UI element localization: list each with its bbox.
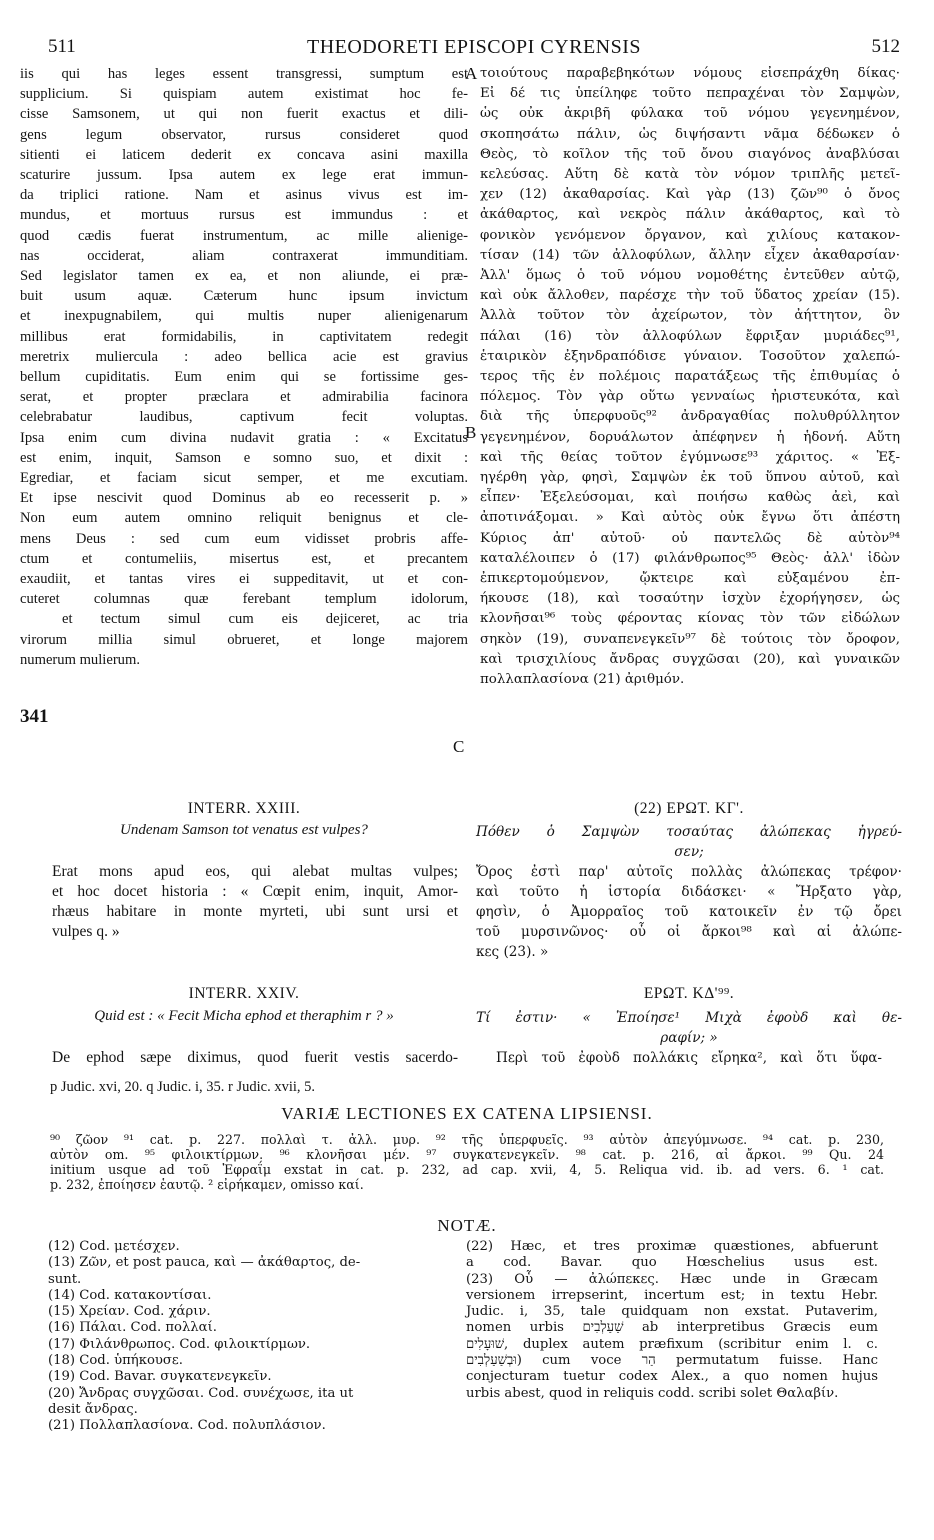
variae-line: initium usque ad τοῦ Ἐφραΐμ exstat in cat. p. 232, ad cap. xvii, 4, 5. Reliqua vid. ib. ad vers. 6. ¹ cat. xyxy=(50,1162,884,1177)
interr-23-latin-answer xyxy=(52,862,458,942)
latin-text-line: serat, et propter præclara et admirabilia facinora xyxy=(20,389,468,406)
greek-text-line: ήκουσε (18), καὶ τοσαύτην ἰσχὺν ἐχορήγησεν, ὡς xyxy=(480,591,900,607)
page-number-left: 511 xyxy=(48,36,76,57)
erot-23-answer-line: κες (23). » xyxy=(476,944,549,960)
greek-text-line: καὶ οὐκ ἄλλοθεν, παρέσχε τὴν τοῦ ὕδατος χρείαν (15). xyxy=(480,288,900,304)
latin-text-line: Sed legislator tamen ex ea, et non aliunde, ei præ- xyxy=(20,268,468,285)
erot-24-greek-answer xyxy=(496,1048,882,1068)
greek-text-line: σηκὸν (19), συναπενεγκεῖν⁹⁷ δὲ τούτοις τὸν ὄροφον, xyxy=(480,631,900,647)
nota-line: conjecturam tuetur codex Alex., a quo nomen hujus xyxy=(466,1369,878,1385)
erot-24-greek-heading-block xyxy=(476,985,902,1003)
column-number: 341 xyxy=(20,706,49,727)
greek-text-line: ἑταιρικὸν ἐξηνδραπόδισε γύναιον. Τοσοῦτον χαλεπώ- xyxy=(480,348,900,364)
greek-text-line: Θεὸς, τὸ κοῖλον τῆς τοῦ ὄνου σιαγόνος ἀναβλύσαι xyxy=(480,146,900,162)
greek-text-line: πολλαπλασίονα (21) ἀριθμόν. xyxy=(480,672,685,688)
erot-23-greek-heading-block xyxy=(476,800,902,818)
running-title: THEODORETI EPISCOPI CYRENSIS xyxy=(306,36,642,58)
latin-text-line: quod cædis fuerat instrumentum, ac mille alienige- xyxy=(20,227,468,244)
latin-text-line: Et ipse nescivit quod Dominus ab eo recesserit p. » xyxy=(20,490,468,507)
nota-line: (20) Ἄνδρας συγχῶσαι. Cod. συνέχωσε, ita ut xyxy=(48,1385,354,1401)
greek-text-line: Ἀλλ' ὅμως ὁ τοῦ νόμου νομοθέτης ἐντεῦθεν αὐτῷ, xyxy=(480,268,900,284)
greek-text-line: τοιούτους παραβεβηκότων νόμους εἰσεπράχθη δίκας· xyxy=(480,66,900,81)
erot-23-answer-line: καὶ τοῦτο ἡ ἱστορία διδάσκει· « Ἤρξατο γὰρ, xyxy=(476,884,902,900)
greek-text-line: Εἰ δέ τις ὑπείληφε τοῦτο πεπραχέναι τὸν Σαμψὼν, xyxy=(480,86,900,102)
greek-text-line: Κύριος ἀπ' αὐτοῦ· οὐ παντελῶς δὲ αὐτὸν⁹⁴ xyxy=(480,530,900,546)
nota-line: urbis abest, quod in reliquis codd. scribi solet Θαλαβίν. xyxy=(466,1385,839,1401)
greek-text-line: ὡς οὐκ ἀκριβῆ φύλακα τοῦ νόμου γεγενημένον, xyxy=(480,106,900,122)
greek-text-line: ἀκάθαρτος, καὶ νεκρὸς πάλιν ἀκάθαρτος, καὶ τὸ xyxy=(480,207,900,223)
erot-23-answer-line: τοῦ μυρσινῶνος· οὗ οἱ ἄρκοι⁹⁸ καὶ αἱ ἀλώπε- xyxy=(476,924,902,940)
nota-line: (21) Πολλαπλασίονα. Cod. πολυπλάσιον. xyxy=(48,1418,326,1434)
greek-text-line: τίσαν (14) τῶν ἀλλοφύλων, ἄλλην εἶχεν ἀκαθαρσίαν· xyxy=(480,247,900,263)
margin-letter-a: A xyxy=(465,64,478,83)
latin-text-line: Non eum autem omnino reliquit benignus et cle- xyxy=(20,510,468,527)
page-number-right: 512 xyxy=(871,36,900,57)
latin-text-line: Ipsa enim cum divina nudavit gratia : « Excitatus xyxy=(20,429,468,446)
latin-text-line: millibus erat formidabilis, in captivitatem redegit xyxy=(20,328,468,345)
variae-line: p. 232, ἐποίησεν ἑαυτῷ. ² εἰρήκαμεν, omisso καί. xyxy=(50,1177,364,1192)
greek-text-line: γεγενημένον, δορυάλωτον ἀπέφηνεν ἡ ἡδονή. Αὕτη xyxy=(480,429,900,445)
erot-23-answer-line: φησὶν, ὁ Ἀμορραῖος τοῦ κατοικεῖν ἐν τῷ ὄρει xyxy=(476,904,902,920)
greek-text-line: χεν (12) ἀκαθαρσίας. Καὶ γὰρ (13) ζῶν⁹⁰ ὁ ὄνος xyxy=(480,187,900,203)
interr-23-answer-line: Erat mons apud eos, qui alebat multas vulpes; xyxy=(52,863,458,880)
erot-24-heading: ΕΡΩΤ. ΚΔ'⁹⁹. xyxy=(643,985,735,1002)
greek-text-line: καὶ τρισχιλίους ἄνδρας συγχῶσαι (20), καὶ γυναικῶν xyxy=(480,651,900,667)
latin-text-line: ctum et contumeliis, misertus est, et precantem xyxy=(20,550,468,567)
erot-23-greek-question xyxy=(476,822,902,862)
variae-lectiones xyxy=(50,1132,884,1192)
latin-column xyxy=(20,64,468,670)
nota-line: (17) Φιλάνθρωπος. Cod. φιλοικτίρμων. xyxy=(48,1336,311,1352)
latin-text-line: mundus, et mortuus rursus est immundus : et xyxy=(20,207,468,224)
nota-line: (19) Cod. Bavar. συγκατενεγκεῖν. xyxy=(48,1369,272,1385)
nota-line: (22) Hæc, et tres proximæ quæstiones, abfuerunt xyxy=(466,1239,878,1254)
interr-24-question: Quid est : « Fecit Micha ephod et theraphim r ? » xyxy=(94,1008,394,1024)
interr-24-latin-answer xyxy=(52,1048,458,1068)
latin-text-line: gens legum observator, rursus consideret quod xyxy=(20,126,468,143)
interr-24-latin-heading-block xyxy=(20,985,468,1025)
latin-text-line: sitienti ei laticem dederit ex concava asini maxilla xyxy=(20,146,468,163)
greek-text-line: ηγέρθη γὰρ, φησὶ, Σαμψὼν ἐκ τοῦ ὕπνου αὐτοῦ, καὶ xyxy=(480,470,900,486)
latin-text-line: da triplici ratione. Nam et asinus vivus est im- xyxy=(20,187,468,204)
interr-23-answer-line: rhæus habitare in monte myrteti, ubi sunt ursi et xyxy=(52,903,458,920)
notae-right-column xyxy=(466,1239,878,1402)
latin-text-line: iis qui has leges essent transgressi, sumptum est xyxy=(20,66,468,82)
variae-lectiones-heading: VARIÆ LECTIONES EX CATENA LIPSIENSI. xyxy=(281,1104,653,1123)
greek-text-line: καὶ τῆς θείας τοῦτον ἐγύμνωσε⁹³ χάριτος. « Ἐξ- xyxy=(480,449,900,465)
greek-text-line: φονικὸν γενόμενον ὄργανον, καὶ χιλίους κατακον- xyxy=(480,227,900,243)
greek-text-line: κελεύσας. Αὕτη δὲ κατὰ τὸν νόμον τριπλῆς μετεῖ- xyxy=(480,167,900,183)
interr-23-answer-line: vulpes q. » xyxy=(52,923,120,940)
erot-23-heading: (22) ΕΡΩΤ. ΚΓ'. xyxy=(634,800,744,817)
greek-text-line: ἀποτινάξομαι. » Καὶ αὐτὸς οὐκ ἔγνω ὅτι ἀπέστη xyxy=(480,510,900,526)
interr-23-answer-line: et hoc docet historia : « Cœpit enim, inquit, Amor- xyxy=(52,883,458,900)
interr-24-heading: INTERR. XXIV. xyxy=(188,985,300,1002)
interr-24-answer-line: De ephod sæpe diximus, quod fuerit vestis sacerdo- xyxy=(52,1049,458,1066)
erot-24-greek-question xyxy=(476,1008,902,1048)
greek-text-line: καταλέλοιπεν ὁ (17) φιλάνθρωπος⁹⁵ Θεὸς· ἀλλ' ἰδὼν xyxy=(480,550,900,566)
latin-text-line: buit usum aquæ. Cæterum hunc ipsum invictum xyxy=(20,288,468,305)
erot-23-question-line: Πόθεν ὁ Σαμψὼν τοσαύτας ἀλώπεκας ἠγρεύ- xyxy=(476,824,902,840)
interr-23-question: Undenam Samson tot venatus est vulpes? xyxy=(120,822,368,838)
latin-text-line: nas occiderat, aliam contraxerat immunditiam. xyxy=(20,247,468,264)
nota-line: Judic. i, 35, tale quidquam non exstat. Putaverim, xyxy=(466,1304,878,1320)
latin-text-line: supplicium. Si quispiam autem existimat hoc fe- xyxy=(20,86,468,103)
nota-line: (13) Ζῶν, et post pauca, καὶ — ἀκάθαρτος, de- xyxy=(48,1255,361,1271)
nota-line: (18) Cod. ὑπήκουσε. xyxy=(48,1353,183,1369)
latin-text-line: et tectum simul cum eis dejiceret, ac tria xyxy=(62,611,468,628)
greek-text-line: τερος τῆς ἐν πολέμοις παρατάξεως τῆς ἐπιθυμίας ὁ xyxy=(480,369,900,385)
nota-line: a cod. Bavar. quo Hœschelius usus est. xyxy=(466,1255,878,1271)
greek-text-line: πόλεμος. Τὸν γὰρ οὕτω γενναίως ἠριστευκότα, καὶ xyxy=(480,389,900,405)
greek-column xyxy=(480,64,900,690)
notae-heading: NOTÆ. xyxy=(437,1216,497,1235)
notae-left-column xyxy=(48,1239,460,1435)
nota-line: וּבְשַׁעַלְבִים) cum voce הַר permutatum fuisse. Hanc xyxy=(466,1353,878,1369)
latin-text-line: cuteret columnas quæ ferebant templum idolorum, xyxy=(20,591,468,608)
margin-letter-b: B xyxy=(465,423,477,442)
greek-text-line: ἐπικερτομούμενον, ᾤκτειρε καὶ εὐξαμένου ἐπ- xyxy=(480,571,900,587)
nota-line: שׁוּעָלִים, duplex autem præfixum (scribitur enim l. c. xyxy=(466,1336,878,1352)
greek-text-line: Ἀλλὰ τοῦτον τὸν ἀχείρωτον, τὸν ἀήττητον, ὃν xyxy=(480,308,900,324)
interr-23-heading: INTERR. XXIII. xyxy=(187,800,301,817)
interr-23-latin-heading-block xyxy=(20,800,468,839)
nota-line: sunt. xyxy=(48,1271,82,1287)
latin-text-line: exaudiit, et tantas vires ei suppeditavit, ut et con- xyxy=(20,571,468,588)
latin-text-line: numerum mulierum. xyxy=(20,651,140,668)
erot-24-answer-line: Περὶ τοῦ ἐφοὺδ πολλάκις εἴρηκα², καὶ ὅτι ὕφα- xyxy=(496,1050,882,1066)
latin-text-line: celebrabatur laudibus, captivum fecit voluptas. xyxy=(20,409,468,426)
latin-text-line: Egrediar, et faciam sicut semper, et me excutiam. xyxy=(20,470,468,487)
nota-line: (16) Πάλαι. Cod. πολλαί. xyxy=(48,1320,217,1336)
nota-line: (23) Οὗ — ἀλώπεκες. Hæc unde in Græcam xyxy=(466,1271,878,1287)
latin-text-line: virorum millia simul obrueret, et longe majorem xyxy=(20,631,468,648)
greek-text-line: σκοπησάτω πάλιν, ὡς διψήσαντι νᾶμα δέδωκεν ὁ xyxy=(480,126,900,142)
erot-24-question-line: Τί ἐστιν· « Ἐποίησε¹ Μιχὰ ἐφοὺδ καὶ θε- xyxy=(476,1010,902,1026)
nota-line: desit ἄνδρας. xyxy=(48,1401,138,1417)
latin-text-line: bellum cupiditatis. Eum enim qui se fortissime ges- xyxy=(20,369,468,386)
running-header xyxy=(48,32,900,62)
variae-line: ⁹⁰ ζῶον ⁹¹ cat. p. 227. πολλαὶ τ. ἀλλ. μυρ. ⁹² τῆς ὑπερφυεῖς. ⁹³ αὐτὸν ἀπεγύμνωσε. ⁹⁴ cat. p. 230, xyxy=(50,1132,884,1147)
nota-line: (15) Χρείαν. Cod. χάριν. xyxy=(48,1304,211,1320)
latin-text-line: scaturire jussum. Ipsa autem ex lege erat immun- xyxy=(20,167,468,184)
latin-text-line: cisse Samsonem, ut qui non fuerit exactus et dili- xyxy=(20,106,468,123)
margin-letter-c: C xyxy=(453,737,465,756)
latin-text-line: mens Deus : sed cum eum vidisset probris affe- xyxy=(20,530,468,547)
greek-text-line: πάλαι (16) τὸν ἀλλοφύλων ἔφριξαν μυριάδες⁹¹, xyxy=(480,328,900,344)
erot-23-answer-line: Ὄρος ἐστὶ παρ' αὐτοῖς πολλὰς ἀλώπεκας τρέφον· xyxy=(476,864,902,880)
nota-line: nomen urbis שַׁעַלְבִים ab interpretibus Græcis eum xyxy=(466,1320,878,1336)
greek-text-line: διὰ τῆς ὑπερφυοῦς⁹² ἀνδραγαθίας πολυθρύλλητον xyxy=(480,409,900,425)
scripture-references: p Judic. xvi, 20. q Judic. i, 35. r Judic. xvii, 5. xyxy=(50,1079,316,1095)
greek-text-line: εἶπεν· Ἐξελεύσομαι, καὶ ποιήσω καθὼς ἀεὶ, καὶ xyxy=(480,490,900,506)
erot-23-greek-answer xyxy=(476,862,902,962)
nota-line: versionem irrepserint, incertum est; in textu Hebr. xyxy=(466,1287,878,1303)
nota-line: (14) Cod. κατακοντίσαι. xyxy=(48,1287,212,1303)
latin-text-line: est enim, inquit, Samson e somno suo, et dixit : xyxy=(20,449,468,466)
erot-23-question-line: σεν; xyxy=(674,844,704,860)
latin-text-line: et inexpugnabilem, qui multis nuper alienigenarum xyxy=(20,308,468,325)
latin-text-line: meretrix muliercula : adeo bellica acie est gravius xyxy=(20,348,468,365)
variae-line: αὐτὸν om. ⁹⁵ φιλοικτίρμων. ⁹⁶ κλονῆσαι μέν. ⁹⁷ συγκατενεγκεῖν. ⁹⁸ cat. p. 216, αἱ ἄρκοι. ⁹⁹ Qu. 24 xyxy=(50,1147,884,1162)
nota-line: (12) Cod. μετέσχεν. xyxy=(48,1239,180,1254)
greek-text-line: κλονῆσαι⁹⁶ τοὺς φέροντας κίονας τὸν τῶν εἰδώλων xyxy=(480,611,900,627)
erot-24-question-line: ραφίν; » xyxy=(660,1030,718,1046)
